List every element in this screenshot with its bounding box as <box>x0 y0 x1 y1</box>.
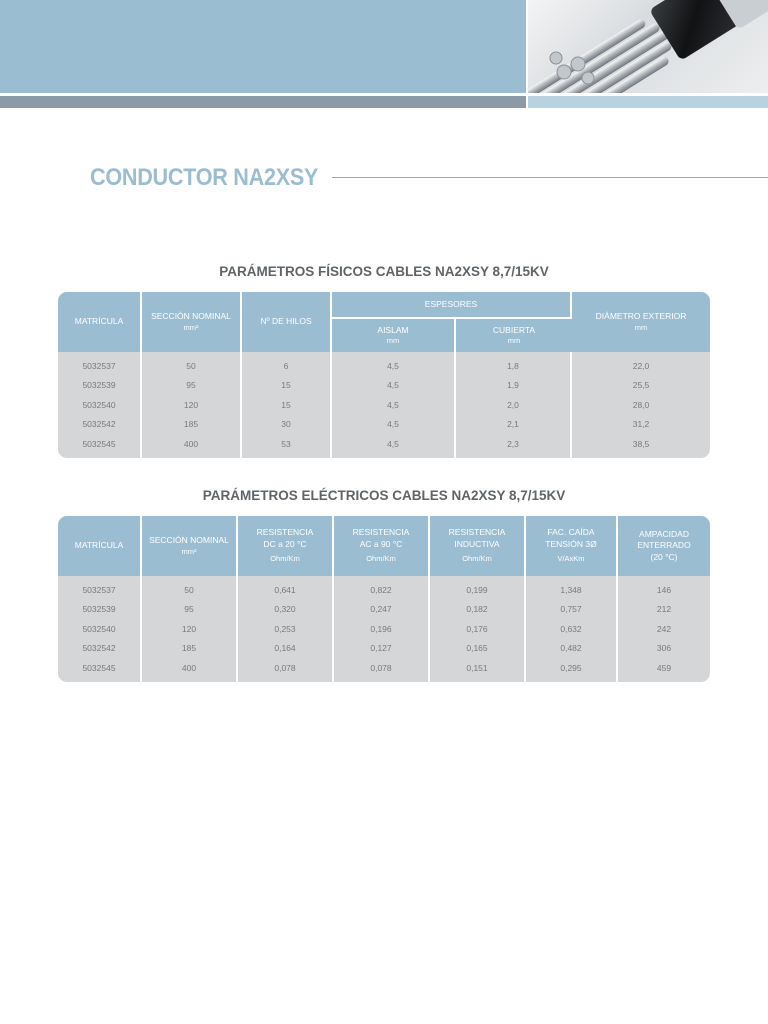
cell-caida: 0,632 <box>526 619 618 639</box>
cell-caida: 1,348 <box>526 576 618 600</box>
table-row <box>58 658 710 682</box>
cell-diametro: 25,5 <box>572 376 710 396</box>
cell-matricula: 5032537 <box>58 352 142 376</box>
cell-matricula: 5032539 <box>58 600 142 620</box>
cell-cubierta: 2,0 <box>456 395 572 415</box>
col-header-aislam <box>332 319 456 352</box>
col-header-caida-line1: FAC. CAÍDA <box>547 527 595 538</box>
cell-hilos: 30 <box>242 415 332 435</box>
physical-table-title: PARÁMETROS FÍSICOS CABLES NA2XSY 8,7/15KV <box>219 264 549 279</box>
cell-matricula: 5032539 <box>58 376 142 396</box>
cell-hilos: 6 <box>242 352 332 376</box>
col-header-hilos: Nº DE HILOS <box>242 292 332 352</box>
col-header-cubierta-unit: mm <box>507 336 521 346</box>
table-row <box>58 415 710 435</box>
cell-matricula: 5032545 <box>58 658 142 682</box>
cell-res-dc: 0,641 <box>238 576 334 600</box>
cell-caida: 0,757 <box>526 600 618 620</box>
col-header-res-dc-line1: RESISTENCIA <box>256 527 314 538</box>
cell-res-ind: 0,199 <box>430 576 526 600</box>
col-header-caida-unit: V/AxKm <box>557 554 585 564</box>
cell-diametro: 38,5 <box>572 434 710 458</box>
col-header-amp-line3: (20 °C) <box>650 551 678 562</box>
col-header-seccion-label: SECCIÓN NOMINAL <box>149 535 229 546</box>
cell-res-dc: 0,253 <box>238 619 334 639</box>
cell-seccion: 50 <box>142 576 238 600</box>
cell-res-ac: 0,196 <box>334 619 430 639</box>
col-header-res-dc <box>238 516 334 576</box>
header-stripe-light <box>528 96 768 108</box>
col-header-res-dc-line2: DC a 20 °C <box>263 538 307 549</box>
col-header-espesores: ESPESORES <box>332 292 572 319</box>
cell-aislam: 4,5 <box>332 352 456 376</box>
cell-hilos: 15 <box>242 376 332 396</box>
table-row <box>58 600 710 620</box>
col-header-res-dc-unit: Ohm/Km <box>270 554 300 564</box>
cell-seccion: 50 <box>142 352 242 376</box>
col-header-amp-line2: ENTERRADO <box>637 540 691 551</box>
col-header-diametro-unit: mm <box>634 322 648 332</box>
cell-cubierta: 1,9 <box>456 376 572 396</box>
cell-res-ind: 0,182 <box>430 600 526 620</box>
col-header-res-ac <box>334 516 430 576</box>
col-header-caida <box>526 516 618 576</box>
col-header-ampacidad <box>618 516 710 576</box>
col-header-seccion-unit: mm² <box>183 322 199 332</box>
cell-aislam: 4,5 <box>332 376 456 396</box>
col-header-seccion-unit: mm² <box>181 546 197 556</box>
table-row <box>58 352 710 376</box>
col-header-res-ac-line1: RESISTENCIA <box>352 527 410 538</box>
cell-aislam: 4,5 <box>332 434 456 458</box>
cell-diametro: 28,0 <box>572 395 710 415</box>
cell-matricula: 5032540 <box>58 619 142 639</box>
cell-seccion: 120 <box>142 395 242 415</box>
col-header-caida-line2: TENSIÓN 3Ø <box>545 538 597 549</box>
col-header-res-ind-line1: RESISTENCIA <box>448 527 506 538</box>
cell-cubierta: 1,8 <box>456 352 572 376</box>
cell-res-ac: 0,078 <box>334 658 430 682</box>
cell-matricula: 5032545 <box>58 434 142 458</box>
cell-ampacidad: 212 <box>618 600 710 620</box>
col-header-aislam-unit: mm <box>386 336 400 346</box>
cell-ampacidad: 146 <box>618 576 710 600</box>
col-header-matricula: MATRÍCULA <box>58 516 142 576</box>
cell-diametro: 31,2 <box>572 415 710 435</box>
physical-table <box>58 292 710 458</box>
cell-hilos: 53 <box>242 434 332 458</box>
col-header-res-ind <box>430 516 526 576</box>
electrical-table <box>58 516 710 682</box>
col-header-seccion <box>142 516 238 576</box>
cell-matricula: 5032542 <box>58 639 142 659</box>
electrical-table-title: PARÁMETROS ELÉCTRICOS CABLES NA2XSY 8,7/15KV <box>202 488 566 503</box>
col-header-seccion <box>142 292 242 352</box>
cell-res-ind: 0,176 <box>430 619 526 639</box>
cell-aislam: 4,5 <box>332 415 456 435</box>
col-header-res-ind-line2: INDUCTIVA <box>454 538 500 549</box>
col-header-cubierta-label: CUBIERTA <box>492 324 536 335</box>
cell-seccion: 185 <box>142 639 238 659</box>
cell-res-ind: 0,151 <box>430 658 526 682</box>
cell-seccion: 95 <box>142 600 238 620</box>
page-title: CONDUCTOR NA2XSY <box>90 164 319 191</box>
cell-caida: 0,482 <box>526 639 618 659</box>
table-row <box>58 395 710 415</box>
table-row <box>58 434 710 458</box>
table-row <box>58 639 710 659</box>
cell-seccion: 95 <box>142 376 242 396</box>
header-band <box>0 0 526 93</box>
cell-res-dc: 0,164 <box>238 639 334 659</box>
cell-ampacidad: 306 <box>618 639 710 659</box>
col-header-res-ac-unit: Ohm/Km <box>366 554 396 564</box>
cell-seccion: 400 <box>142 658 238 682</box>
cell-matricula: 5032540 <box>58 395 142 415</box>
col-header-diametro <box>572 292 710 352</box>
cell-cubierta: 2,1 <box>456 415 572 435</box>
cell-res-ac: 0,247 <box>334 600 430 620</box>
header-stripe-dark <box>0 96 526 108</box>
table-row <box>58 576 710 600</box>
cell-diametro: 22,0 <box>572 352 710 376</box>
cell-res-dc: 0,320 <box>238 600 334 620</box>
col-header-matricula: MATRÍCULA <box>58 292 142 352</box>
cell-res-ac: 0,127 <box>334 639 430 659</box>
cell-ampacidad: 459 <box>618 658 710 682</box>
col-header-amp-line1: AMPACIDAD <box>639 528 689 539</box>
title-divider <box>332 177 768 178</box>
col-header-cubierta <box>456 319 572 352</box>
cell-aislam: 4,5 <box>332 395 456 415</box>
cell-seccion: 400 <box>142 434 242 458</box>
col-header-seccion-label: SECCIÓN NOMINAL <box>151 311 231 322</box>
cell-res-dc: 0,078 <box>238 658 334 682</box>
cell-seccion: 185 <box>142 415 242 435</box>
table-row <box>58 376 710 396</box>
cell-res-ind: 0,165 <box>430 639 526 659</box>
cell-res-ac: 0,822 <box>334 576 430 600</box>
col-header-res-ind-unit: Ohm/Km <box>462 554 492 564</box>
cell-ampacidad: 242 <box>618 619 710 639</box>
cell-hilos: 15 <box>242 395 332 415</box>
table-row <box>58 619 710 639</box>
cell-cubierta: 2,3 <box>456 434 572 458</box>
col-header-diametro-label: DIÁMETRO EXTERIOR <box>595 311 687 322</box>
col-header-res-ac-line2: AC a 90 °C <box>359 538 403 549</box>
cable-photo <box>528 0 768 93</box>
col-header-aislam-label: AISLAM <box>377 324 409 335</box>
cell-seccion: 120 <box>142 619 238 639</box>
cell-matricula: 5032542 <box>58 415 142 435</box>
cell-matricula: 5032537 <box>58 576 142 600</box>
cell-caida: 0,295 <box>526 658 618 682</box>
